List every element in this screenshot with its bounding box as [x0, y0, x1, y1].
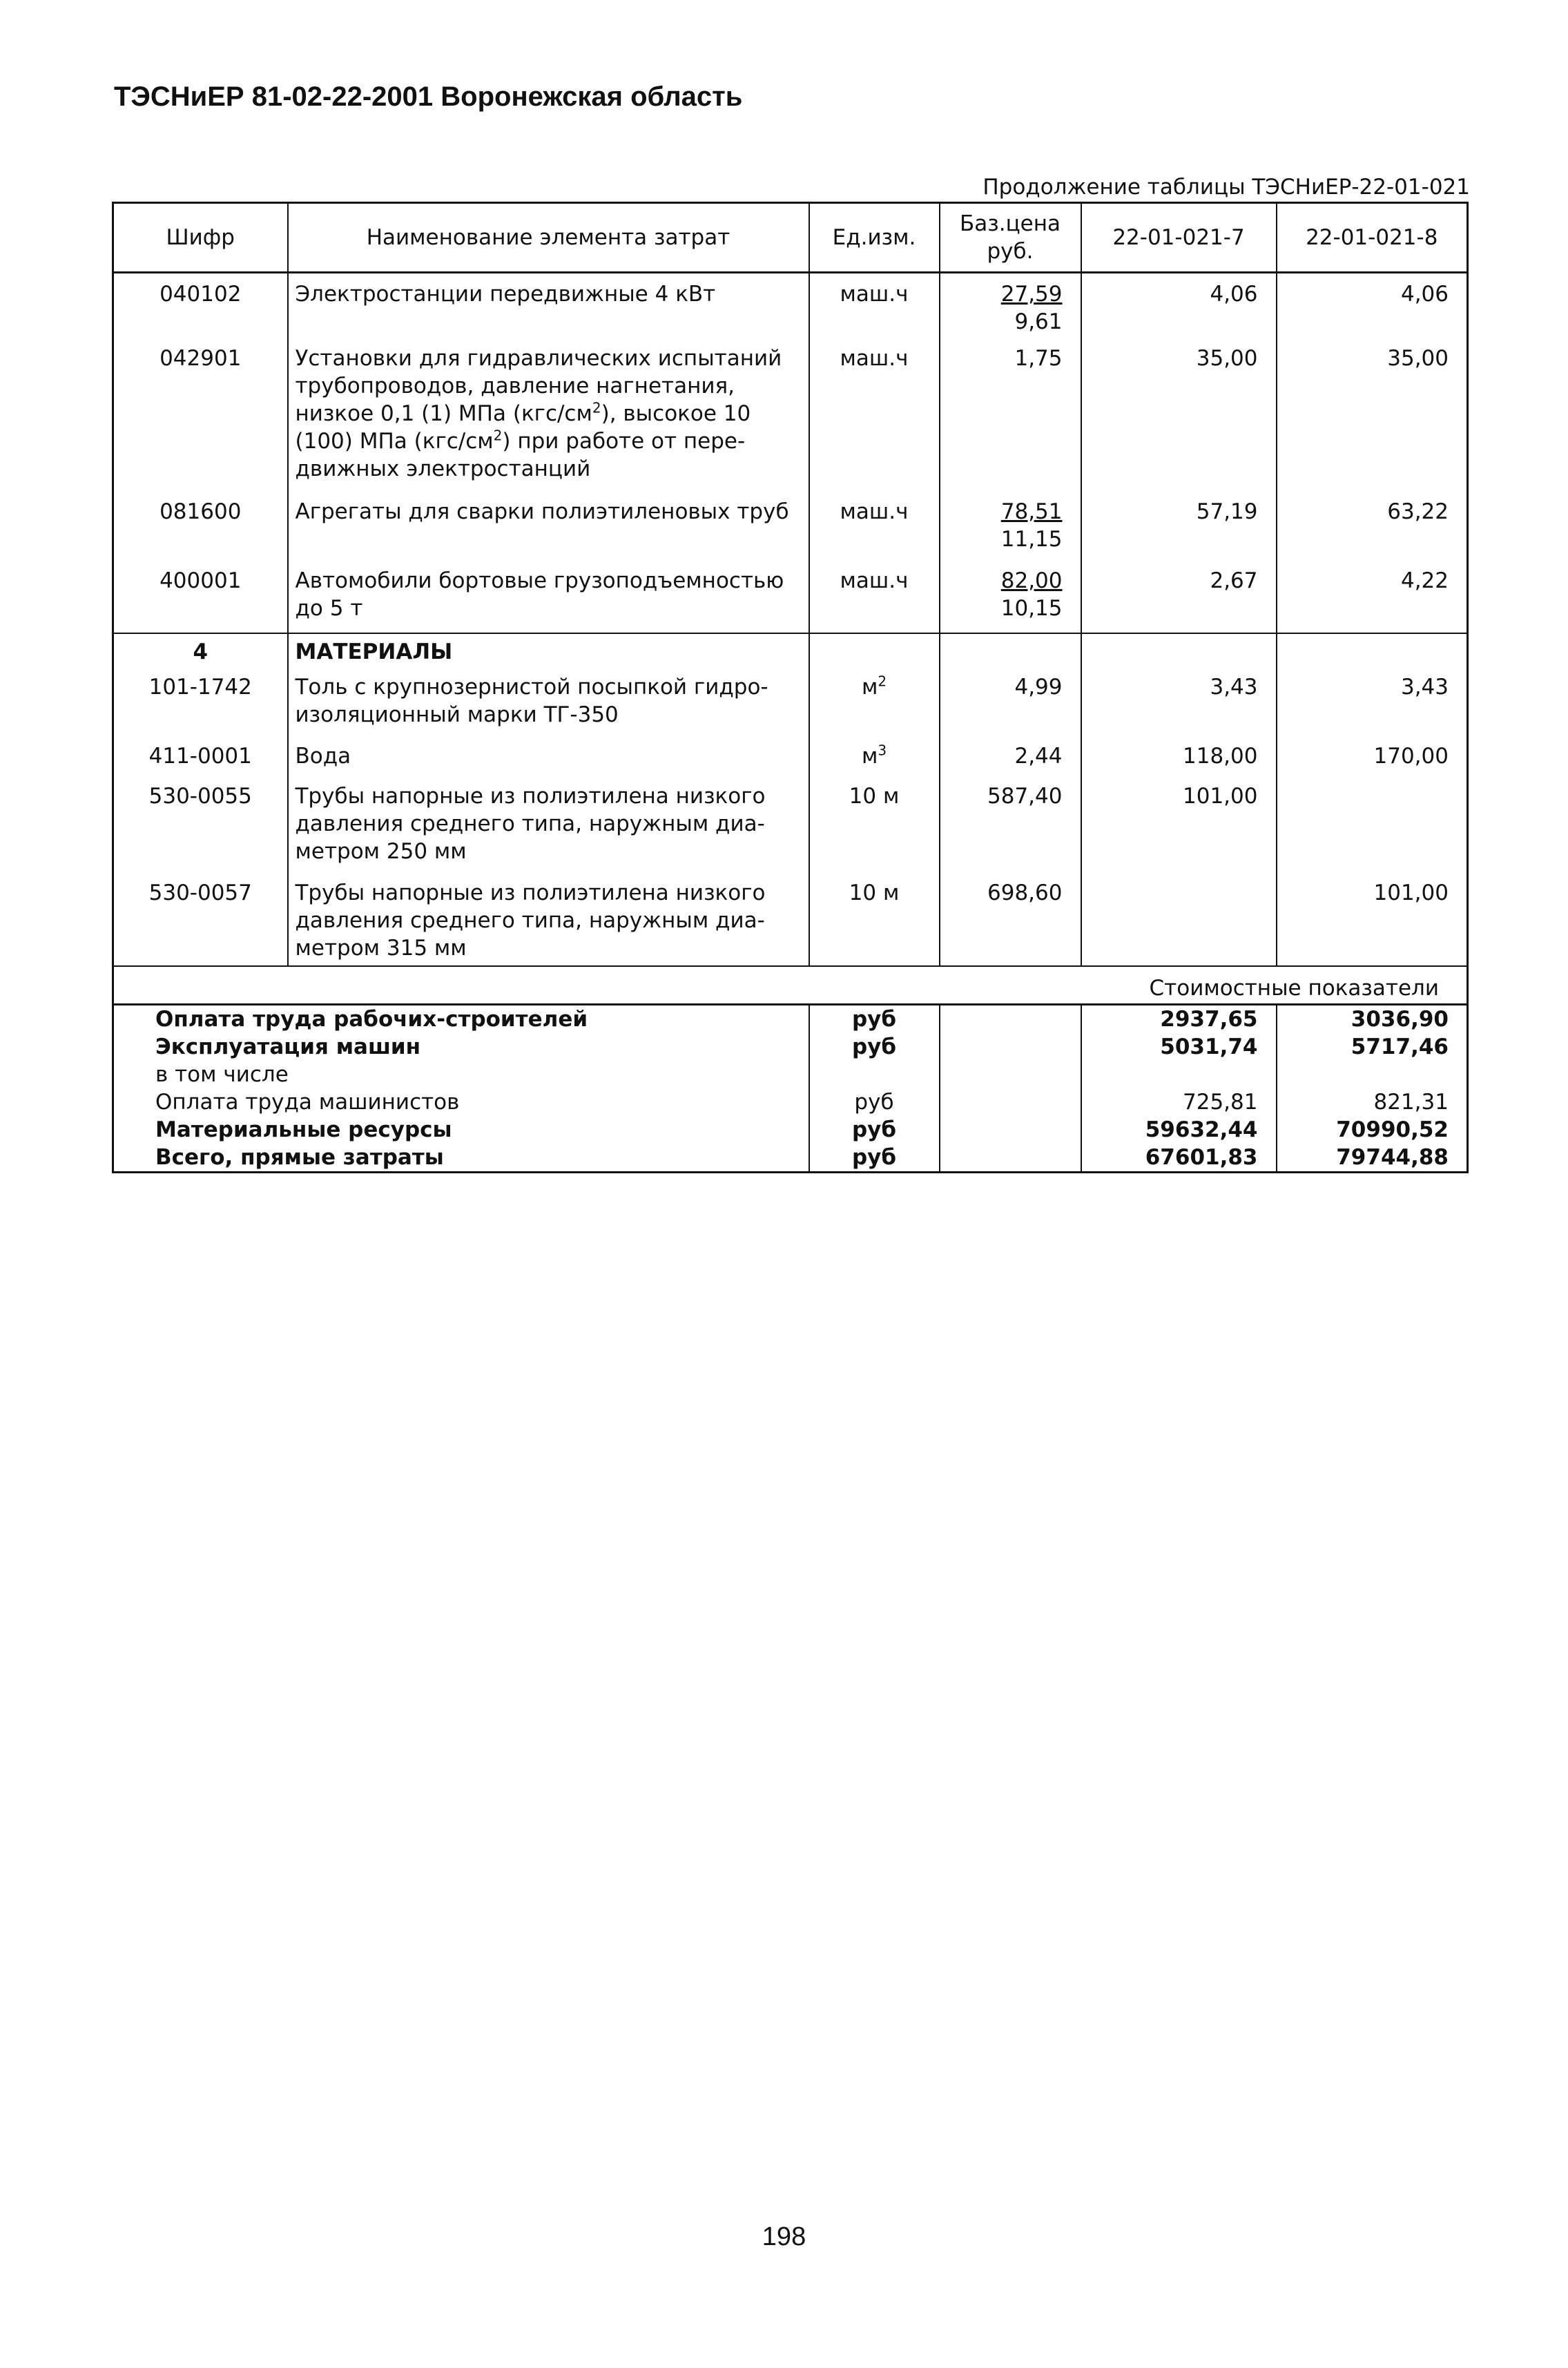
- row-name: Агрегаты для сварки полиэтиленовых труб: [288, 498, 809, 567]
- superscript: 2: [592, 399, 601, 416]
- row-name-line: движных электростанций: [295, 456, 591, 481]
- summary-value-col7: 2937,65: [1081, 1005, 1277, 1034]
- row-unit: [809, 742, 940, 782]
- price-value: 27,59: [1000, 282, 1063, 307]
- row-unit: маш.ч: [809, 273, 940, 345]
- summary-label: в том числе: [155, 1062, 289, 1087]
- summary-row: [113, 1116, 1468, 1144]
- summary-label: Оплата труда машинистов: [155, 1090, 460, 1115]
- row-value-col7: [1081, 879, 1277, 966]
- price-machinist-value: 11,15: [1000, 526, 1063, 552]
- price-machinist-value: 9,61: [1014, 309, 1063, 334]
- cost-table: [112, 202, 1469, 1173]
- table-header-row: [113, 203, 1468, 273]
- superscript: 2: [878, 673, 887, 690]
- row-value-col8: [1277, 782, 1468, 879]
- summary-value-col7: 725,81: [1081, 1088, 1277, 1116]
- row-price: 698,60: [940, 879, 1081, 966]
- row-value-col8: 170,00: [1277, 742, 1468, 782]
- summary-label: Материальные ресурсы: [155, 1117, 452, 1142]
- row-value-col8: 4,06: [1277, 273, 1468, 345]
- summary-value-col8: 3036,90: [1277, 1005, 1468, 1034]
- table-row: [113, 498, 1468, 567]
- row-value-col7: 57,19: [1081, 498, 1277, 567]
- row-name-line: метром 315 мм: [295, 935, 467, 961]
- header-base-price: Баз.цена руб.: [940, 203, 1081, 273]
- row-price: 1,75: [940, 345, 1081, 498]
- section-row: [113, 633, 1468, 673]
- unit-text: м: [861, 743, 878, 769]
- row-price: [940, 498, 1081, 567]
- row-code: 400001: [159, 568, 242, 593]
- price-value: 78,51: [1000, 499, 1063, 524]
- row-name: Электростанции передвижные 4 кВт: [288, 273, 809, 345]
- row-name-line: Установки для гидравлических испытаний: [295, 345, 782, 371]
- cost-indicators-row: [113, 966, 1468, 1005]
- row-name-line: давления среднего типа, наружным диа-: [295, 907, 765, 933]
- row-name-line: изоляционный марки ТГ-350: [295, 702, 619, 727]
- row-name: [288, 879, 809, 966]
- summary-label: Всего, прямые затраты: [155, 1145, 444, 1170]
- row-name-line: ) при работе от пере-: [502, 428, 746, 454]
- row-unit: маш.ч: [809, 498, 940, 567]
- row-name-line: Толь с крупнозернистой посыпкой гидро-: [295, 674, 768, 700]
- row-unit: маш.ч: [809, 567, 940, 633]
- unit-text: м: [861, 674, 878, 700]
- row-name-line: низкое 0,1 (1) МПа (кгс/см: [295, 401, 592, 426]
- row-value-col7: 3,43: [1081, 673, 1277, 742]
- summary-row: [113, 1005, 1468, 1034]
- row-name-line: Трубы напорные из полиэтилена низкого: [295, 783, 766, 809]
- table-continuation-caption: Продолжение таблицы ТЭСНиЕР-22-01-021: [983, 175, 1470, 200]
- row-name: Вода: [288, 742, 809, 782]
- row-unit: 10 м: [809, 782, 940, 879]
- row-value-col7: 101,00: [1081, 782, 1277, 879]
- section-code: 4: [113, 633, 288, 673]
- summary-unit: руб: [809, 1088, 940, 1116]
- table-row: [113, 273, 1468, 345]
- table-row: [113, 782, 1468, 879]
- summary-value-col7: 59632,44: [1081, 1116, 1277, 1144]
- superscript: 3: [878, 742, 887, 759]
- summary-value-col8: [1277, 1061, 1468, 1088]
- row-value-col8: 63,22: [1277, 498, 1468, 567]
- row-code: 042901: [159, 345, 242, 371]
- header-unit: Ед.изм.: [809, 203, 940, 273]
- row-code: 530-0055: [148, 783, 252, 809]
- row-name: [288, 345, 809, 498]
- summary-unit: [809, 1061, 940, 1088]
- row-value-col7: 2,67: [1081, 567, 1277, 633]
- row-name-line: ), высокое 10: [601, 401, 751, 426]
- row-value-col8: 3,43: [1277, 673, 1468, 742]
- summary-value-col8: 821,31: [1277, 1088, 1468, 1116]
- page-number: 198: [762, 2222, 806, 2251]
- summary-value-col7: 67601,83: [1081, 1144, 1277, 1173]
- row-unit: маш.ч: [809, 345, 940, 498]
- row-value-col7: 35,00: [1081, 345, 1277, 498]
- row-name-line: метром 250 мм: [295, 838, 467, 864]
- header-code: Шифр: [113, 203, 288, 273]
- row-name-line: до 5 т: [295, 595, 363, 621]
- row-value-col8: 101,00: [1277, 879, 1468, 966]
- row-name-line: давления среднего типа, наружным диа-: [295, 811, 765, 836]
- price-machinist-value: 10,15: [1000, 595, 1063, 621]
- summary-unit: руб: [809, 1144, 940, 1173]
- summary-label: Эксплуатация машин: [155, 1034, 421, 1059]
- summary-value-col8: 70990,52: [1277, 1116, 1468, 1144]
- summary-label: Оплата труда рабочих-строителей: [155, 1007, 588, 1032]
- row-unit: 10 м: [809, 879, 940, 966]
- header-col7: 22-01-021-7: [1081, 203, 1277, 273]
- row-name: [288, 673, 809, 742]
- summary-value-col8: 79744,88: [1277, 1144, 1468, 1173]
- table-row: [113, 345, 1468, 498]
- row-name-line: Трубы напорные из полиэтилена низкого: [295, 880, 766, 905]
- table-row: [113, 742, 1468, 782]
- row-price: [940, 567, 1081, 633]
- row-value-col8: 35,00: [1277, 345, 1468, 498]
- summary-unit: руб: [809, 1116, 940, 1144]
- superscript: 2: [493, 427, 503, 444]
- summary-value-col8: 5717,46: [1277, 1033, 1468, 1061]
- row-code: 411-0001: [148, 743, 252, 769]
- row-name: [288, 782, 809, 879]
- row-price: [940, 273, 1081, 345]
- row-name-line: трубопроводов, давление нагнетания,: [295, 373, 735, 398]
- row-value-col8: 4,22: [1277, 567, 1468, 633]
- row-price: 587,40: [940, 782, 1081, 879]
- row-code: 101-1742: [148, 674, 252, 700]
- cost-indicators-label: Стоимостные показатели: [113, 966, 1468, 1005]
- table-row: [113, 567, 1468, 633]
- row-name-line: Автомобили бортовые грузоподъемностью: [295, 568, 784, 593]
- price-value: 82,00: [1000, 568, 1063, 593]
- row-value-col7: 4,06: [1081, 273, 1277, 345]
- summary-unit: руб: [809, 1033, 940, 1061]
- row-price: 2,44: [940, 742, 1081, 782]
- summary-unit: руб: [809, 1005, 940, 1034]
- row-price: 4,99: [940, 673, 1081, 742]
- row-code: 040102: [159, 282, 242, 307]
- summary-row: [113, 1088, 1468, 1116]
- summary-value-col7: [1081, 1061, 1277, 1088]
- row-name-line: (100) МПа (кгс/см: [295, 428, 494, 454]
- row-name: [288, 567, 809, 633]
- header-col8: 22-01-021-8: [1277, 203, 1468, 273]
- summary-row: [113, 1144, 1468, 1173]
- table-row: [113, 879, 1468, 966]
- row-code: 530-0057: [148, 880, 252, 905]
- summary-row: [113, 1061, 1468, 1088]
- row-code: 081600: [159, 499, 242, 524]
- summary-value-col7: 5031,74: [1081, 1033, 1277, 1061]
- row-unit: [809, 673, 940, 742]
- header-name: Наименование элемента затрат: [288, 203, 809, 273]
- summary-row: [113, 1033, 1468, 1061]
- section-title: МАТЕРИАЛЫ: [288, 633, 809, 673]
- document-title: ТЭСНиЕР 81-02-22-2001 Воронежская область: [114, 81, 743, 112]
- table-row: [113, 673, 1468, 742]
- row-value-col7: 118,00: [1081, 742, 1277, 782]
